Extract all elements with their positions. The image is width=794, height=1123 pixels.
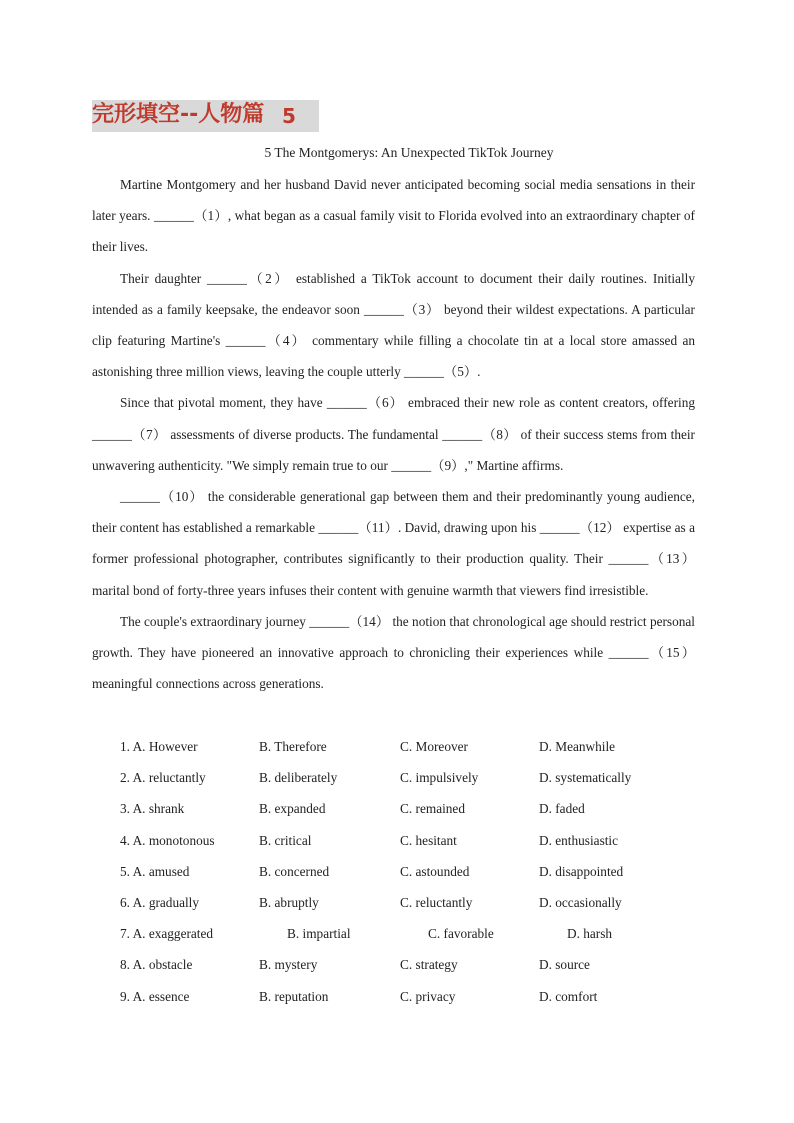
option: D. enthusiastic xyxy=(539,832,619,848)
option: D. systematically xyxy=(539,770,632,786)
option: B. impartial xyxy=(287,926,351,942)
paragraph: ______（10） the considerable generational gap between them and their predominantly young audience, their content has established a remarkable ______（11）. David, drawing upon his ______（12） expertise as a former professional photographer, contributes significantly to their production quality. Their ______（13） marital bond of forty-three years infuses their content with genuine warmth that viewers find irresistible. xyxy=(92,489,695,598)
option: C. reluctantly xyxy=(400,894,473,910)
section-title: 完形填空--人物篇 xyxy=(92,102,265,127)
paragraph: Martine Montgomery and her husband David never anticipated becoming social media sensations in their later years. ______（1）, what began as a casual family visit to Florida evolved into an extraordinary chapter of their lives. xyxy=(92,177,695,255)
option: 8. A. obstacle xyxy=(120,957,193,973)
option: B. expanded xyxy=(259,801,326,817)
option-row xyxy=(120,918,720,949)
option: C. Moreover xyxy=(400,739,468,754)
article-title: 5 The Montgomerys: An Unexpected TikTok Journey xyxy=(264,145,554,160)
option: C. impulsively xyxy=(400,770,479,786)
option: C. privacy xyxy=(400,988,456,1004)
option: D. source xyxy=(539,957,590,973)
option-row xyxy=(120,825,720,856)
option-row xyxy=(120,887,720,918)
option: D. faded xyxy=(539,801,585,817)
option: D. harsh xyxy=(567,926,613,942)
option-row xyxy=(120,949,720,980)
option: B. critical xyxy=(259,832,312,848)
option: 5. A. amused xyxy=(120,863,190,879)
option: C. hesitant xyxy=(400,832,457,848)
passage xyxy=(92,169,695,699)
option: C. astounded xyxy=(400,863,470,879)
option-row xyxy=(120,762,720,793)
option: B. deliberately xyxy=(259,770,338,786)
paragraph: The couple's extraordinary journey ______（14） the notion that chronological age should restrict personal growth. They have pioneered an innovative approach to chronicling their experiences while ______（15） meaningful connections across generations. xyxy=(92,613,695,692)
option: 6. A. gradually xyxy=(120,894,200,910)
option: C. favorable xyxy=(428,926,494,942)
option: D. comfort xyxy=(539,988,598,1004)
option: B. mystery xyxy=(259,957,318,973)
option: B. abruptly xyxy=(259,894,319,910)
option-row xyxy=(120,856,720,887)
option: B. reputation xyxy=(259,988,329,1004)
option-row xyxy=(120,981,720,1012)
option: 2. A. reluctantly xyxy=(120,770,206,786)
option-row xyxy=(120,731,720,762)
section-number: 5 xyxy=(282,104,296,128)
option: 4. A. monotonous xyxy=(120,832,215,848)
paragraph: Since that pivotal moment, they have ______（6） embraced their new role as content creators, offering ______（7） assessments of diverse products. The fundamental ______（8） of their success stems from their unwavering authenticity. "We simply remain true to our ______（9）," Martine affirms. xyxy=(92,395,695,473)
option: B. concerned xyxy=(259,863,330,879)
option: 7. A. exaggerated xyxy=(120,926,214,942)
option: C. strategy xyxy=(400,957,458,973)
option: D. disappointed xyxy=(539,863,624,879)
option: D. occasionally xyxy=(539,894,622,910)
option: B. Therefore xyxy=(259,739,327,754)
option: 1. A. However xyxy=(120,739,198,754)
answer-options xyxy=(120,731,720,1012)
paragraph: Their daughter ______（2） established a TikTok account to document their daily routines. Initially intended as a family keepsake, the endeavor soon ______（3） beyond their wildest expectations. A particular clip featuring Martine's ______（4） commentary while filling a chocolate tin at a local store amassed an astonishing three million views, leaving the couple utterly ______（5）. xyxy=(92,270,695,380)
option-row xyxy=(120,793,720,824)
option: 9. A. essence xyxy=(120,988,190,1004)
option: D. Meanwhile xyxy=(539,739,616,754)
option: C. remained xyxy=(400,801,465,817)
option: 3. A. shrank xyxy=(120,801,185,817)
